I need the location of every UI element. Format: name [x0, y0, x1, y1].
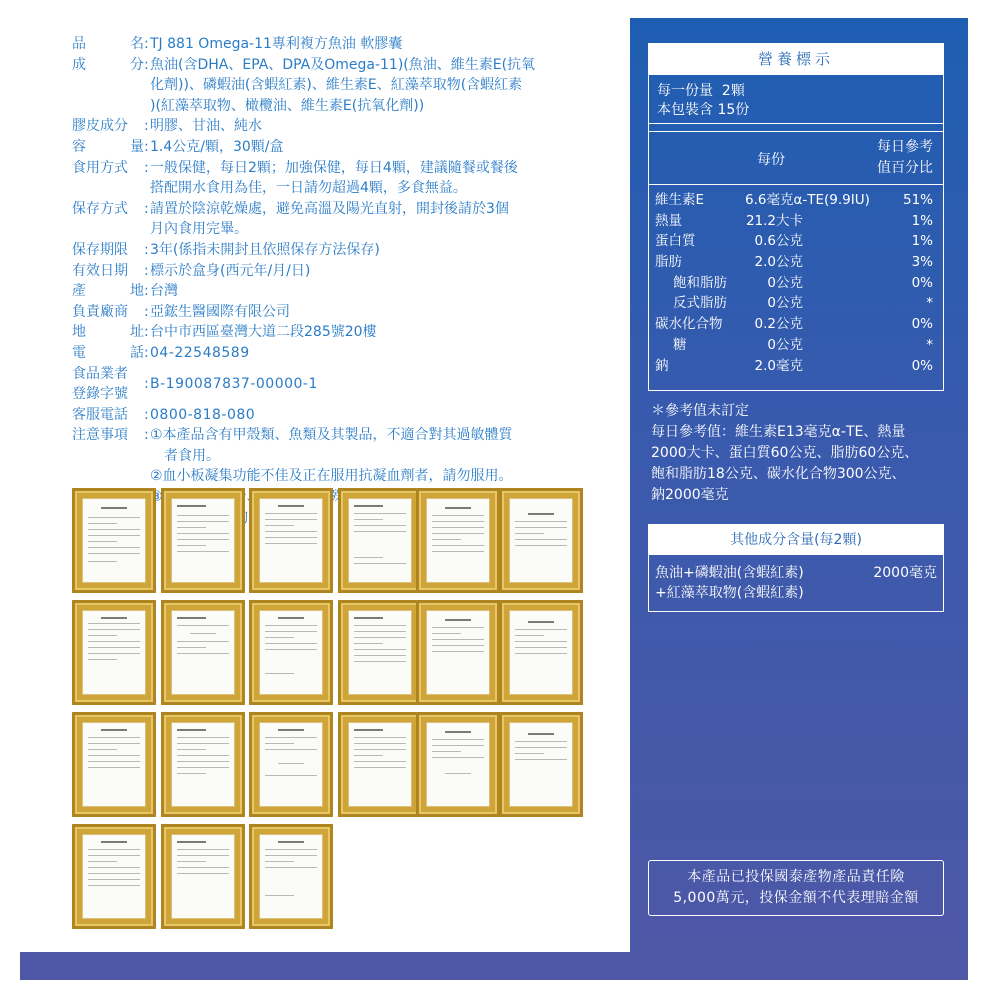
other-ingredients-title: 其他成分含量(每2顆): [649, 525, 943, 555]
certificate-frame: [161, 600, 245, 705]
info-label: 食品業者 登錄字號: [72, 365, 128, 403]
info-row-phone: 電 話 : 04-22548589: [72, 343, 592, 364]
certificate-frame: [499, 600, 583, 705]
info-value: 明膠、甘油、純水: [150, 118, 262, 135]
nutrition-row: 飽和脂肪 0公克 0%: [673, 274, 933, 291]
info-label: 食用方式: [72, 159, 128, 176]
certificate-frame: [249, 824, 333, 929]
certificate-frame: [72, 600, 156, 705]
info-value: 台灣: [150, 283, 178, 300]
nutrition-row: 反式脂肪 0公克 *: [673, 295, 933, 312]
nutrition-row: 熱量 21.2大卡 1%: [655, 212, 933, 229]
nutrition-row: 蛋白質 0.6公克 1%: [655, 233, 933, 250]
info-row-ingredients: 成 分 : 魚油(含DHA、EPA、DPA及Omega-11)(魚油、維生素E(抗氧 化劑))、磷蝦油(含蝦紅素)、維生素E、紅藻萃取物(含蝦紅素 )(紅藻萃取物、橄欖油、維生素E(抗氧化劑)): [72, 55, 592, 117]
certificate-frame: [249, 600, 333, 705]
info-label: 地 址: [72, 324, 144, 341]
nutrition-table: [649, 190, 943, 376]
info-row-customer-service: 客服電話 : 0800-818-080: [72, 405, 592, 426]
certificate-frame: [338, 712, 422, 817]
registration-number: B-190087837-00000-1: [150, 375, 318, 392]
reference-footnote: ＊參考值未訂定 每日參考值：維生素E13毫克α-TE、熱量 2000大卡、蛋白質60公克、脂肪60公克、 飽和脂肪18公克、碳水化合物300公克、 鈉2000毫克: [651, 403, 919, 503]
info-label: 有效日期: [72, 262, 128, 279]
info-value: 請置於陰涼乾燥處，避免高溫及陽光直射，開封後請於3個 月內食用完畢。: [150, 200, 509, 238]
info-label: 注意事項: [72, 427, 128, 444]
certificate-frame: [338, 600, 422, 705]
info-value: 1.4公克/顆，30顆/盒: [150, 138, 284, 155]
info-label: 負責廠商: [72, 303, 128, 320]
nutrition-header: [649, 131, 943, 185]
certificate-frame: [499, 488, 583, 593]
certificate-frame: [338, 488, 422, 593]
info-row-origin: 產 地 : 台灣: [72, 281, 592, 302]
per-serving-label: 每份: [757, 152, 785, 168]
info-label: 保存期限: [72, 241, 128, 258]
other-ingredients-amount: 2000毫克: [873, 565, 937, 581]
nutrition-row: 碳水化合物 0.2公克 0%: [655, 316, 933, 333]
info-value: 3年(係指未開封且依照保存方法保存): [150, 241, 380, 258]
info-row-manufacturer: 負責廠商 : 亞鋐生醫國際有限公司: [72, 302, 592, 323]
nutrition-facts: [648, 43, 944, 391]
info-label: 容 量: [72, 138, 144, 155]
insurance-notice: 本產品已投保國泰產物產品責任險 5,000萬元，投保金額不代表理賠金額: [648, 860, 944, 916]
certificate-frame: [249, 488, 333, 593]
info-value: 一般保健，每日2顆；加強保健，每日4顆，建議隨餐或餐後 搭配開水食用為佳，一日請勿超過4顆，多食無益。: [150, 159, 518, 197]
info-value: 台中市西區臺灣大道二段285號20樓: [150, 324, 377, 341]
info-value: 04-22548589: [150, 344, 250, 361]
certificate-frame: [161, 712, 245, 817]
info-row-name: 品 名 : TJ 881 Omega-11專利複方魚油 軟膠囊: [72, 34, 592, 55]
other-ingredients-body: 魚油+磷蝦油(含蝦紅素) +紅藻萃取物(含蝦紅素) 2000毫克: [655, 565, 937, 601]
certificate-frame: [416, 600, 500, 705]
certificate-frame: [416, 712, 500, 817]
product-info: [72, 34, 592, 528]
info-label: 品 名: [72, 36, 144, 52]
certificate-frame: [72, 824, 156, 929]
daily-value-label: 每日參考 值百分比: [877, 139, 933, 176]
nutrition-row: 脂肪 2.0公克 3%: [655, 254, 933, 271]
info-value: 標示於盒身(西元年/月/日): [150, 262, 311, 279]
certificate-frame: [161, 488, 245, 593]
info-row-notes: 注意事項 : ①本產品含有甲殼類、魚類及其製品，不適合對其過敏體質 者食用。 ②血小板凝集功能不佳及正在服用抗凝血劑者，請勿服用。: [72, 425, 592, 528]
info-value: 亞鋐生醫國際有限公司: [150, 303, 290, 320]
certificate-frame: [416, 488, 500, 593]
info-label: 產 地: [72, 283, 144, 300]
customer-service-phone: 0800-818-080: [150, 406, 256, 423]
info-label: 成 分: [72, 56, 144, 73]
info-label: 膠皮成分: [72, 118, 128, 135]
certificate-frame: [72, 712, 156, 817]
certificate-frame: [249, 712, 333, 817]
info-row-shelf-life: 保存期限 : 3年(係指未開封且依照保存方法保存): [72, 240, 592, 261]
info-row-address: 地 址 : 台中市西區臺灣大道二段285號20樓: [72, 322, 592, 343]
info-label: 電 話: [72, 344, 144, 361]
info-row-registration: 食品業者 登錄字號 : B-190087837-00000-1: [72, 364, 592, 405]
notes-text: ①本產品含有甲殼類、魚類及其製品，不適合對其過敏體質 者食用。 ②血小板凝集功能不佳及正在服用抗凝血劑者，請勿服用。: [150, 427, 513, 485]
info-row-capacity: 容 量 : 1.4公克/顆，30顆/盒: [72, 137, 592, 158]
nutrition-title: 營養標示: [649, 44, 943, 75]
info-row-capsule: 膠皮成分 : 明膠、甘油、純水: [72, 116, 592, 137]
certificate-frame: [72, 488, 156, 593]
serving-info: 每一份量 2顆 本包裝含 15份: [649, 78, 943, 124]
info-row-usage: 食用方式 : 一般保健，每日2顆；加強保健，每日4顆，建議隨餐或餐後 搭配開水食用為佳，一日請勿超過4顆，多食無益。: [72, 158, 592, 199]
certificate-frame: [161, 824, 245, 929]
nutrition-row: 維生素E 6.6毫克α-TE(9.9IU) 51%: [655, 192, 933, 208]
other-ingredients: [648, 524, 944, 612]
bottom-band: [20, 952, 968, 980]
info-row-expiry: 有效日期 : 標示於盒身(西元年/月/日): [72, 261, 592, 282]
info-row-storage: 保存方式 : 請置於陰涼乾燥處，避免高溫及陽光直射，開封後請於3個 月內食用完畢。: [72, 199, 592, 240]
info-label: 客服電話: [72, 406, 128, 423]
info-label: 保存方式: [72, 200, 128, 217]
nutrition-row: 鈉 2.0毫克 0%: [655, 357, 933, 374]
nutrition-row: 糖 0公克 *: [673, 336, 933, 353]
info-value: TJ 881 Omega-11專利複方魚油 軟膠囊: [150, 36, 403, 52]
info-value: 魚油(含DHA、EPA、DPA及Omega-11)(魚油、維生素E(抗氧 化劑))、磷蝦油(含蝦紅素)、維生素E、紅藻萃取物(含蝦紅素 )(紅藻萃取物、橄欖油、維生素E(抗氧化劑)): [150, 56, 536, 114]
certificate-frame: [499, 712, 583, 817]
